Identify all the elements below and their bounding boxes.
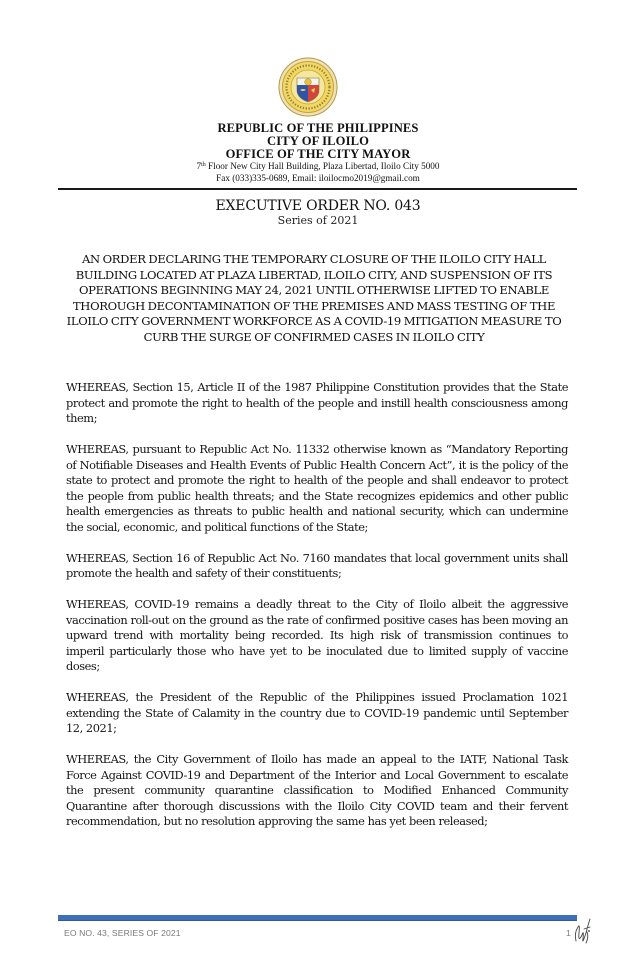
city-of-iloilo-seal-icon [278, 57, 338, 117]
order-series: Series of 2021 [277, 214, 359, 227]
letterhead-city: CITY OF ILOILO [267, 134, 369, 148]
whereas-clause: WHEREAS, the City Government of Iloilo has made an appeal to the IATF, National Task Force Against COVID-19 and Department of the Interior and Local Government to escalate the present community quarantine classification to Modified Enhanced Community Quarantine after thorough discussions with the Iloilo City COVID team and their fervent recommendation, but no resolution approving the same has yet been released; [66, 752, 568, 828]
order-heading [58, 198, 578, 228]
address-floor: 7 [196, 161, 202, 171]
initials-signature-icon [570, 913, 596, 947]
address-rest: Floor New City Hall Building, Plaza Libertad, Iloilo City 5000 [205, 161, 440, 171]
letterhead-contact: Fax (033)335-0689, Email: iloilocmo2019@gmail.com [216, 172, 420, 183]
letterhead-office: OFFICE OF THE CITY MAYOR [225, 147, 411, 161]
whereas-clause: WHEREAS, the President of the Republic of the Philippines issued Proclamation 1021 extending the State of Calamity in the country due to COVID-19 pandemic until September 12, 2021; [66, 690, 568, 735]
whereas-clause: WHEREAS, Section 16 of Republic Act No. 7160 mandates that local government units shall promote the health and safety of their constituents; [66, 550, 568, 580]
order-number: EXECUTIVE ORDER NO. 043 [215, 198, 421, 214]
address-floor-suffix: th [201, 162, 206, 168]
letterhead [58, 122, 578, 184]
letterhead-address [58, 161, 578, 173]
page-number: 1 [566, 928, 571, 938]
letterhead-country: REPUBLIC OF THE PHILIPPINES [217, 121, 419, 135]
footer-reference: EO NO. 43, SERIES OF 2021 [64, 928, 181, 938]
whereas-clause: WHEREAS, COVID-19 remains a deadly threat to the City of Iloilo albeit the aggressive vaccination roll-out on the ground as the rate of confirmed positive cases has been moving an upward trend with mortality being recorded. Its high risk of transmission continues to imperil particularly those who have yet to be inoculated due to limited supply of vaccine doses; [66, 597, 568, 673]
header-divider [58, 188, 577, 190]
footer-divider-bar [58, 915, 577, 921]
whereas-clause: WHEREAS, Section 15, Article II of the 1987 Philippine Constitution provides that the State protect and promote the right to health of the people and instill health consciousness among them; [66, 380, 568, 425]
document-body [66, 380, 568, 845]
order-title: AN ORDER DECLARING THE TEMPORARY CLOSURE OF THE ILOILO CITY HALL BUILDING LOCATED AT PLAZA LIBERTAD, ILOILO CITY, AND SUSPENSION OF ITS OPERATIONS BEGINNING MAY 24, 2021 UNTIL OTHERWISE LIFTED TO ENABLE THOROUGH DECONTAMINATION OF THE PREMISES AND MASS TESTING OF THE ILOILO CITY GOVERNMENT WORKFORCE AS A COVID-19 MITIGATION MEASURE TO CURB THE SURGE OF CONFIRMED CASES IN ILOILO CITY [66, 252, 562, 344]
whereas-clause: WHEREAS, pursuant to Republic Act No. 11332 otherwise known as “Mandatory Reporting of Notifiable Diseases and Health Events of Public Health Concern Act”, it is the policy of the state to protect and promote the right to health of the people and shall endeavor to protect the people from public health threats; and the State recognizes epidemics and other public health emergencies as threats to public health and national security, which can undermine the social, economic, and political functions of the State; [66, 442, 568, 534]
